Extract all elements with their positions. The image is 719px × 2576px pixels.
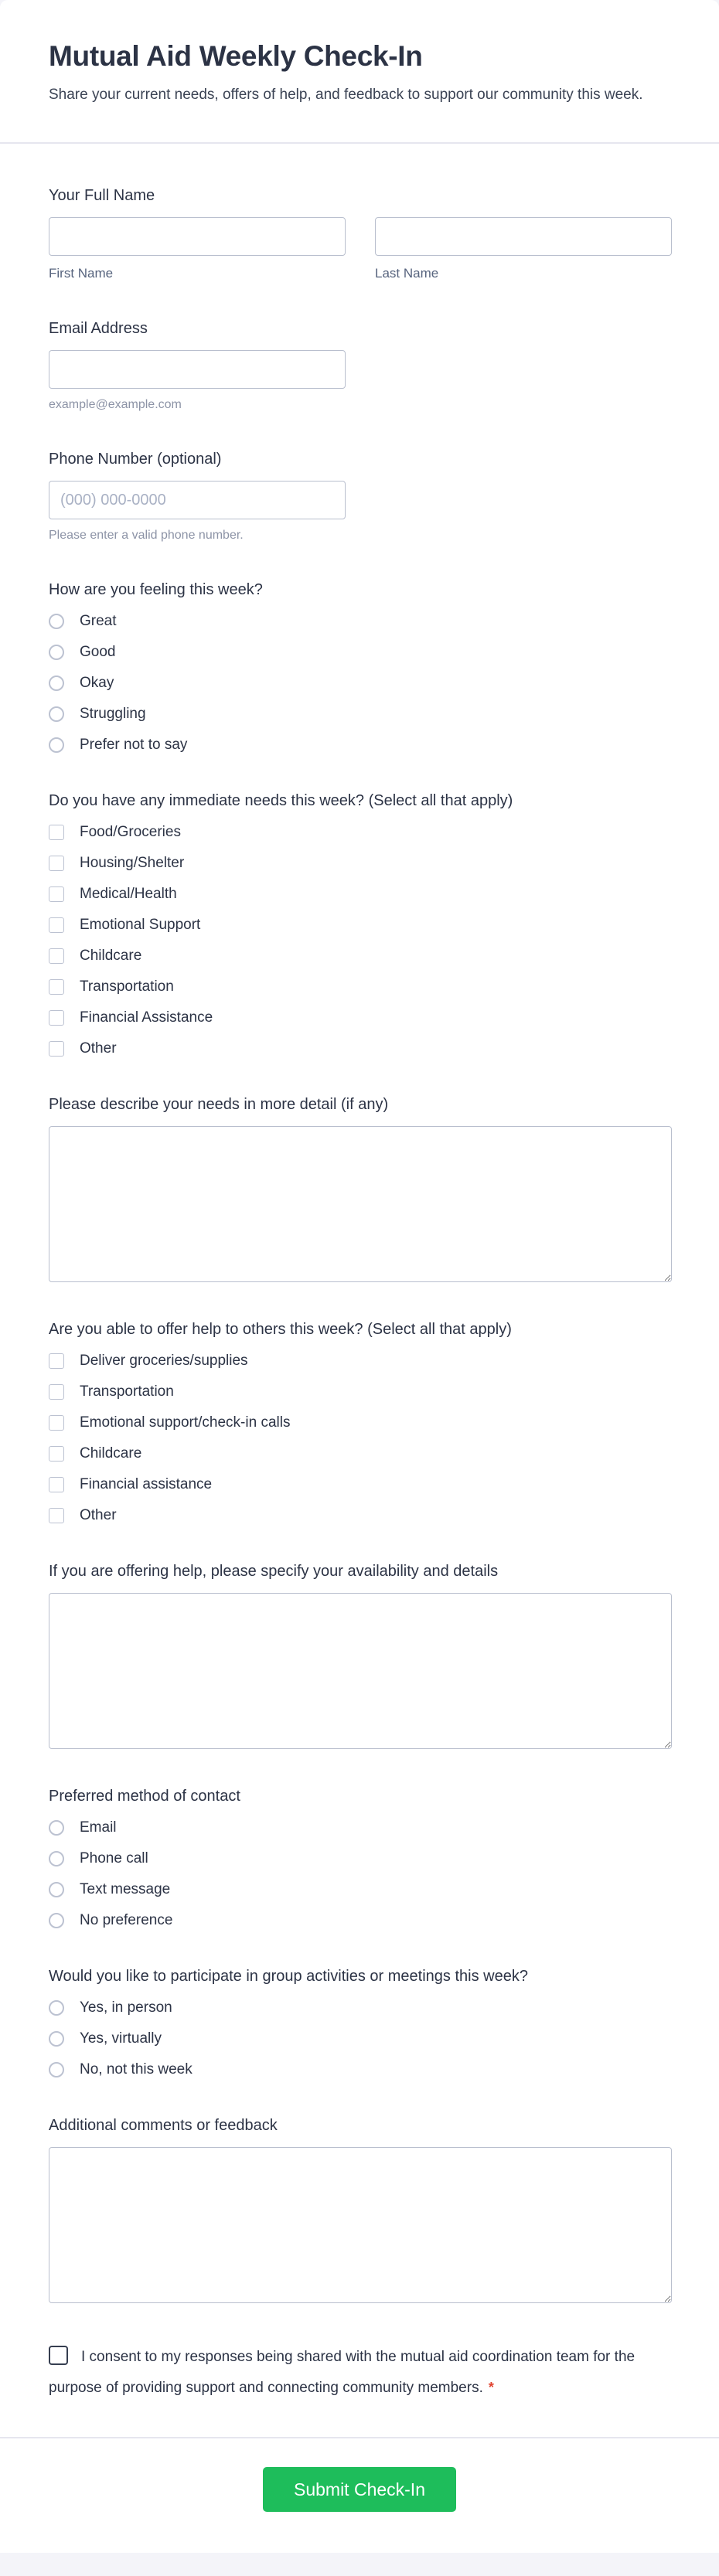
checkbox-option-row[interactable] <box>49 1476 212 1493</box>
email-label: Email Address <box>49 320 148 338</box>
option-label: Financial assistance <box>80 1476 213 1493</box>
field-needs <box>49 792 672 1057</box>
option-label: Housing/Shelter <box>80 855 185 872</box>
radio-icon[interactable] <box>49 737 64 753</box>
option-label: Text message <box>80 1881 171 1898</box>
radio-icon[interactable] <box>49 706 64 722</box>
option-label: Medical/Health <box>80 886 177 903</box>
checkbox-option-row[interactable] <box>49 1507 117 1524</box>
checkbox-icon[interactable] <box>49 1477 64 1492</box>
radio-icon[interactable] <box>49 675 64 691</box>
radio-icon[interactable] <box>49 2031 64 2047</box>
radio-icon[interactable] <box>49 1913 64 1928</box>
option-label: Childcare <box>80 948 142 965</box>
checkbox-option-row[interactable] <box>49 1445 141 1462</box>
first-name-column <box>49 217 346 281</box>
offer-help-label: Are you able to offer help to others this week? (Select all that apply) <box>49 1321 512 1339</box>
radio-option-row[interactable] <box>49 2030 162 2047</box>
checkbox-option-row[interactable] <box>49 824 181 841</box>
radio-icon[interactable] <box>49 1882 64 1897</box>
field-group-activities <box>49 1968 672 2078</box>
phone-label: Phone Number (optional) <box>49 451 222 468</box>
name-row <box>49 217 672 281</box>
last-name-column <box>375 217 672 281</box>
option-label: Transportation <box>80 1383 174 1400</box>
checkbox-icon[interactable] <box>49 1010 64 1026</box>
radio-icon[interactable] <box>49 645 64 660</box>
checkbox-option-row[interactable] <box>49 1040 117 1057</box>
checkbox-icon[interactable] <box>49 825 64 840</box>
checkbox-icon[interactable] <box>49 1446 64 1462</box>
field-phone <box>49 451 672 543</box>
comments-textarea[interactable] <box>49 2147 672 2303</box>
checkbox-icon[interactable] <box>49 1353 64 1369</box>
form-footer <box>0 2437 719 2553</box>
consent-row[interactable] <box>49 2349 635 2396</box>
option-label: Emotional Support <box>80 917 201 934</box>
needs-detail-label: Please describe your needs in more detail (if any) <box>49 1096 389 1114</box>
field-full-name <box>49 187 672 281</box>
consent-checkbox-icon[interactable] <box>49 2346 68 2365</box>
checkbox-icon[interactable] <box>49 856 64 871</box>
checkbox-option-row[interactable] <box>49 1353 248 1370</box>
radio-option-row[interactable] <box>49 1850 148 1867</box>
contact-method-label: Preferred method of contact <box>49 1788 240 1805</box>
radio-icon[interactable] <box>49 2062 64 2077</box>
consent-label: I consent to my responses being shared with the mutual aid coordination team for the purpose of providing support and connecting community members. <box>49 2349 636 2396</box>
field-contact-method <box>49 1788 672 1929</box>
last-name-sublabel: Last Name <box>375 266 439 281</box>
option-label: No, not this week <box>80 2061 193 2078</box>
checkbox-icon[interactable] <box>49 886 64 902</box>
group-activities-options <box>49 1998 672 2078</box>
option-label: Great <box>80 613 117 630</box>
radio-option-row[interactable] <box>49 675 114 692</box>
first-name-sublabel: First Name <box>49 266 114 281</box>
email-hint: example@example.com <box>49 398 182 412</box>
field-offer-help <box>49 1321 672 1524</box>
option-label: No preference <box>80 1912 173 1929</box>
checkbox-icon[interactable] <box>49 979 64 995</box>
checkbox-option-row[interactable] <box>49 1414 290 1431</box>
option-label: Yes, virtually <box>80 2030 162 2047</box>
field-comments <box>49 2117 672 2303</box>
checkbox-icon[interactable] <box>49 1508 64 1523</box>
availability-textarea[interactable] <box>49 1593 672 1749</box>
checkbox-option-row[interactable] <box>49 1383 174 1400</box>
checkbox-option-row[interactable] <box>49 978 174 995</box>
contact-method-options <box>49 1818 672 1929</box>
option-label: Emotional support/check-in calls <box>80 1414 291 1431</box>
needs-options <box>49 822 672 1057</box>
group-activities-label: Would you like to participate in group activities or meetings this week? <box>49 1968 528 1986</box>
form-header <box>0 0 719 142</box>
radio-option-row[interactable] <box>49 737 187 754</box>
availability-label: If you are offering help, please specify your availability and details <box>49 1563 499 1581</box>
feeling-options <box>49 611 672 754</box>
radio-option-row[interactable] <box>49 706 146 723</box>
radio-option-row[interactable] <box>49 1881 170 1898</box>
checkbox-icon[interactable] <box>49 948 64 964</box>
checkbox-option-row[interactable] <box>49 886 177 903</box>
option-label: Other <box>80 1040 117 1057</box>
radio-icon[interactable] <box>49 1851 64 1866</box>
last-name-input[interactable] <box>375 217 672 256</box>
radio-option-row[interactable] <box>49 1819 117 1836</box>
option-label: Transportation <box>80 978 174 995</box>
offer-help-options <box>49 1351 672 1524</box>
radio-option-row[interactable] <box>49 1912 172 1929</box>
radio-option-row[interactable] <box>49 1999 172 2016</box>
option-label: Childcare <box>80 1445 142 1462</box>
radio-icon[interactable] <box>49 1820 64 1836</box>
checkbox-option-row[interactable] <box>49 1009 213 1026</box>
phone-input[interactable] <box>49 481 346 519</box>
full-name-label: Your Full Name <box>49 187 155 205</box>
checkbox-icon[interactable] <box>49 1415 64 1431</box>
option-label: Good <box>80 644 116 661</box>
radio-option-row[interactable] <box>49 613 117 630</box>
checkbox-option-row[interactable] <box>49 917 200 934</box>
option-label: Struggling <box>80 706 146 723</box>
required-asterisk: * <box>488 2379 494 2395</box>
checkbox-icon[interactable] <box>49 917 64 933</box>
option-label: Okay <box>80 675 114 692</box>
radio-option-row[interactable] <box>49 644 115 661</box>
option-label: Prefer not to say <box>80 737 188 754</box>
field-needs-detail <box>49 1096 672 1282</box>
field-feeling <box>49 581 672 754</box>
option-label: Yes, in person <box>80 1999 172 2016</box>
form-body <box>0 144 719 2437</box>
field-email <box>49 320 672 412</box>
phone-hint: Please enter a valid phone number. <box>49 529 244 543</box>
feeling-label: How are you feeling this week? <box>49 581 263 599</box>
comments-label: Additional comments or feedback <box>49 2117 278 2135</box>
radio-icon[interactable] <box>49 614 64 629</box>
radio-option-row[interactable] <box>49 2061 193 2078</box>
option-label: Phone call <box>80 1850 148 1867</box>
email-input[interactable] <box>49 350 346 389</box>
option-label: Other <box>80 1507 117 1524</box>
form-title: Mutual Aid Weekly Check-In <box>49 40 423 72</box>
submit-button[interactable]: Submit Check-In <box>263 2467 456 2512</box>
checkbox-option-row[interactable] <box>49 855 184 872</box>
option-label: Deliver groceries/supplies <box>80 1353 248 1370</box>
option-label: Email <box>80 1819 117 1836</box>
checkbox-option-row[interactable] <box>49 948 141 965</box>
option-label: Financial Assistance <box>80 1009 213 1026</box>
checkbox-icon[interactable] <box>49 1041 64 1057</box>
checkbox-icon[interactable] <box>49 1384 64 1400</box>
radio-icon[interactable] <box>49 2000 64 2016</box>
field-availability <box>49 1563 672 1749</box>
form-subtitle: Share your current needs, offers of help, and feedback to support our community this week. <box>49 87 643 103</box>
option-label: Food/Groceries <box>80 824 181 841</box>
needs-detail-textarea[interactable] <box>49 1126 672 1282</box>
needs-label: Do you have any immediate needs this week? (Select all that apply) <box>49 792 513 810</box>
first-name-input[interactable] <box>49 217 346 256</box>
